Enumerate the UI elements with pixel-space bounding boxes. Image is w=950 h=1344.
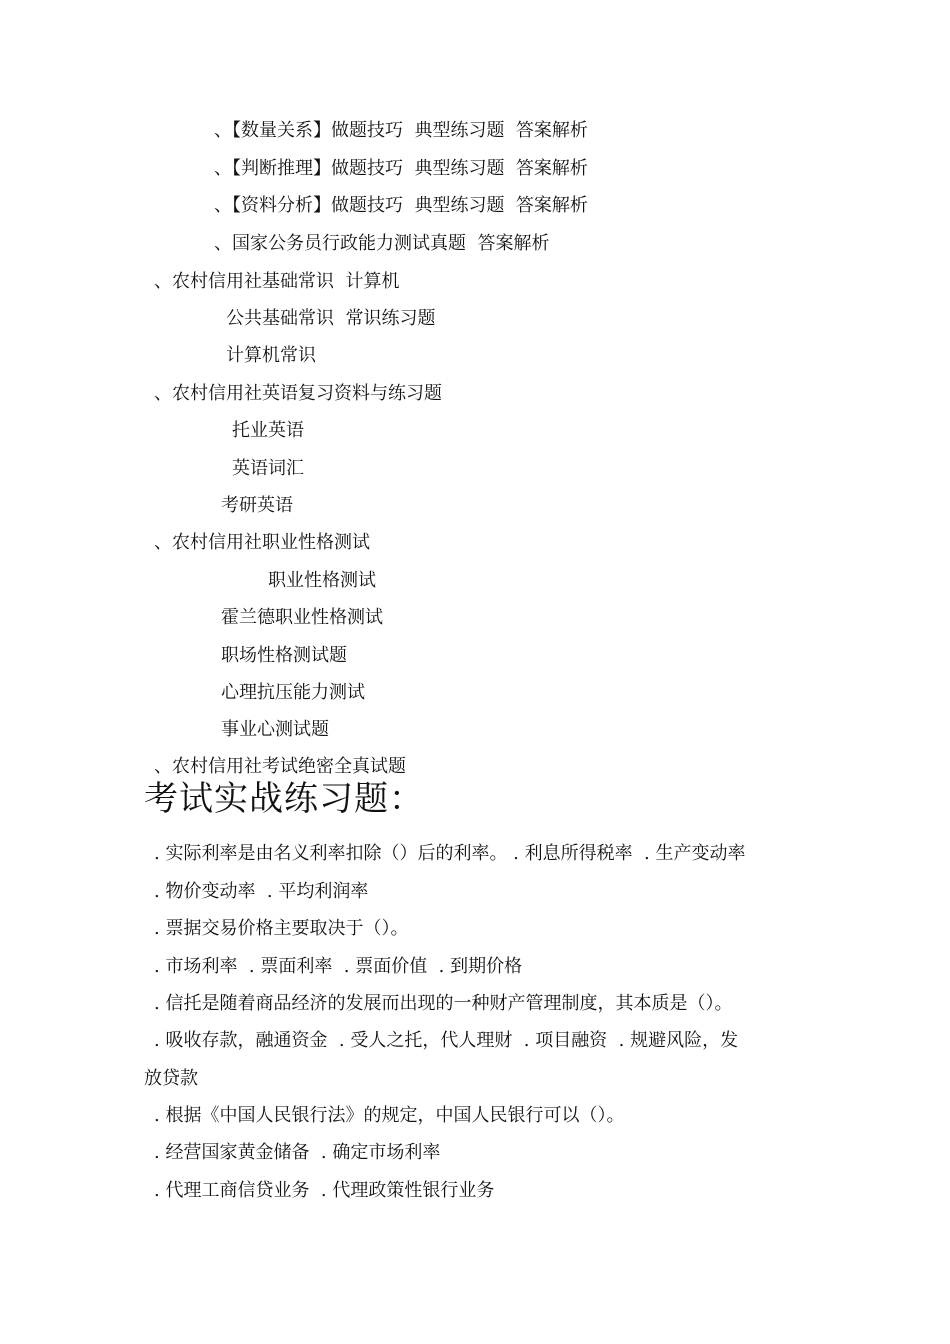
exercise-heading: 考试实战练习题： [144,779,424,819]
toc-item-quantity: 、【数量关系】做题技巧 典型练习题 答案解析 [214,120,588,141]
toc-item-civil-service: 、国家公务员行政能力测试真题 答案解析 [214,233,550,254]
toc-item-career-test: 事业心测试题 [221,719,329,740]
exercise-line: . 代理工商信贷业务 . 代理政策性银行业务 [154,1180,495,1201]
toc-section-english: 、农村信用社英语复习资料与练习题 [154,383,442,404]
exercise-line: . 市场利率 . 票面利率 . 票面价值 . 到期价格 [154,956,523,977]
toc-section-basic: 、农村信用社基础常识 计算机 [154,271,400,292]
toc-section-exam: 、农村信用社考试绝密全真试题 [154,756,406,777]
toc-item-personality-test: 职业性格测试 [268,570,376,591]
toc-item-reasoning: 、【判断推理】做题技巧 典型练习题 答案解析 [214,158,588,179]
exercise-line: . 信托是随着商品经济的发展而出现的一种财产管理制度，其本质是（）。 [154,993,733,1014]
toc-section-personality: 、农村信用社职业性格测试 [154,532,370,553]
exercise-line: 放贷款 [144,1068,198,1089]
toc-item-computer: 计算机常识 [226,345,316,366]
toc-item-toeic: 托业英语 [232,420,304,441]
toc-item-holland-test: 霍兰德职业性格测试 [221,607,383,628]
exercise-line: . 票据交易价格主要取决于（）。 [154,918,409,939]
exercise-line: . 物价变动率 . 平均利润率 [154,881,369,902]
exercise-line: . 吸收存款，融通资金 . 受人之托，代人理财 . 项目融资 . 规避风险，发 [154,1030,739,1051]
exercise-line: . 经营国家黄金储备 . 确定市场利率 [154,1142,441,1163]
exercise-line: . 根据《中国人民银行法》的规定，中国人民银行可以（）。 [154,1105,625,1126]
toc-item-postgrad-english: 考研英语 [221,495,293,516]
toc-item-public-basic: 公共基础常识 常识练习题 [226,308,436,329]
toc-item-vocabulary: 英语词汇 [232,458,304,479]
exercise-line: . 实际利率是由名义利率扣除（）后的利率。 . 利息所得税率 . 生产变动率 [154,843,746,864]
toc-item-data-analysis: 、【资料分析】做题技巧 典型练习题 答案解析 [214,195,588,216]
toc-item-stress-test: 心理抗压能力测试 [221,682,365,703]
toc-item-workplace-test: 职场性格测试题 [221,645,347,666]
